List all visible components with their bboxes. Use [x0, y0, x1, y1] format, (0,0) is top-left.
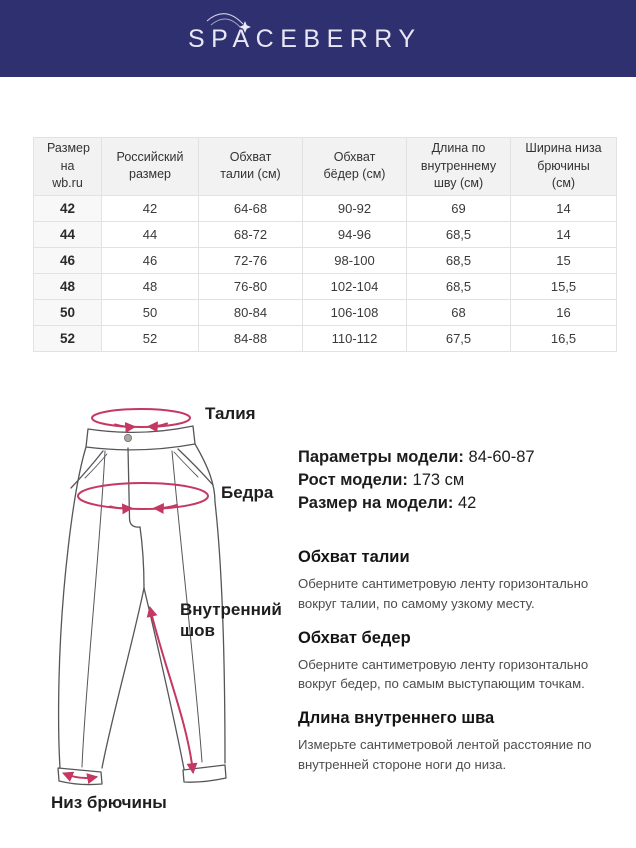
guide-text-waist: Оберните сантиметровую ленту горизонтально вокруг талии, по самому узкому месту.	[298, 576, 589, 611]
size-cell: 80-84	[199, 299, 303, 325]
column-header-hips: Обхват бёдер (см)	[303, 138, 407, 196]
size-cell: 68,5	[407, 247, 511, 273]
size-cell: 64-68	[199, 195, 303, 221]
hem-label: Низ брючины	[51, 793, 167, 812]
size-cell: 68,5	[407, 221, 511, 247]
size-row	[34, 299, 617, 325]
size-cell: 50	[102, 299, 199, 325]
column-header-inseam: Длина по внутреннему шву (см)	[407, 138, 511, 196]
model-size-label: Размер на модели:	[298, 494, 454, 512]
size-row	[34, 221, 617, 247]
model-parameters-value: 84-60-87	[468, 448, 535, 466]
measuring-guide	[298, 548, 616, 775]
guide-text-hips: Оберните сантиметровую ленту горизонтально вокруг бедер, по самым выступающим точкам.	[298, 656, 589, 692]
size-cell-wb: 50	[34, 299, 102, 325]
model-height-label: Рост модели:	[298, 471, 408, 489]
guide-section-hips	[298, 629, 616, 695]
size-cell: 69	[407, 195, 511, 221]
size-cell: 90-92	[303, 195, 407, 221]
size-cell-wb: 52	[34, 325, 102, 351]
waist-measure-ellipse	[92, 409, 190, 427]
size-cell: 14	[511, 195, 617, 221]
size-row	[34, 273, 617, 299]
guide-section-waist	[298, 548, 616, 614]
model-size-value: 42	[457, 494, 477, 512]
size-cell-wb: 46	[34, 247, 102, 273]
size-cell: 16,5	[511, 325, 617, 351]
size-row	[34, 195, 617, 221]
size-cell: 15,5	[511, 273, 617, 299]
column-header-hem-width: Ширина низа брючины (см)	[511, 138, 617, 196]
size-cell: 68-72	[199, 221, 303, 247]
guide-title-hips: Обхват бедер	[298, 628, 411, 647]
size-cell-wb: 48	[34, 273, 102, 299]
model-height-value: 173 см	[412, 471, 465, 489]
guide-section-inseam	[298, 709, 616, 775]
size-row	[34, 247, 617, 273]
size-cell: 68,5	[407, 273, 511, 299]
column-header-wb-size: Размер на wb.ru	[34, 138, 102, 196]
column-header-waist: Обхват талии (см)	[199, 138, 303, 196]
column-header-ru-size: Российский размер	[102, 138, 199, 196]
size-cell: 14	[511, 221, 617, 247]
size-cell: 15	[511, 247, 617, 273]
brand-logo: SPACEBERRY	[188, 25, 422, 53]
size-cell: 46	[102, 247, 199, 273]
model-parameters-label: Параметры модели:	[298, 448, 464, 466]
size-table-header-row	[34, 138, 617, 196]
model-height-line	[298, 469, 616, 492]
waist-label: Талия	[205, 404, 256, 423]
size-cell: 42	[102, 195, 199, 221]
brand-header-bar	[0, 0, 636, 77]
model-size-line	[298, 492, 616, 515]
size-cell-wb: 44	[34, 221, 102, 247]
size-cell: 72-76	[199, 247, 303, 273]
size-cell: 48	[102, 273, 199, 299]
size-cell: 68	[407, 299, 511, 325]
size-cell: 102-104	[303, 273, 407, 299]
size-cell: 84-88	[199, 325, 303, 351]
size-cell: 16	[511, 299, 617, 325]
size-cell: 76-80	[199, 273, 303, 299]
size-cell: 98-100	[303, 247, 407, 273]
guide-title-inseam: Длина внутреннего шва	[298, 709, 495, 728]
size-cell: 94-96	[303, 221, 407, 247]
size-row	[34, 325, 617, 351]
guide-text-inseam: Измерьте сантиметровой лентой расстояние по внутренней стороне ноги до низа.	[298, 737, 592, 772]
size-cell: 106-108	[303, 299, 407, 325]
hips-label: Бедра	[221, 483, 274, 502]
size-cell: 44	[102, 221, 199, 247]
size-cell: 110-112	[303, 325, 407, 351]
size-cell: 52	[102, 325, 199, 351]
guide-title-waist: Обхват талии	[298, 548, 410, 566]
size-table	[33, 137, 617, 352]
size-cell: 67,5	[407, 325, 511, 351]
size-cell-wb: 42	[34, 195, 102, 221]
measurement-info-column	[298, 446, 616, 790]
inseam-label: Внутренний шов	[180, 600, 282, 641]
model-parameters-line	[298, 446, 616, 469]
hip-measure-ellipse	[78, 483, 208, 509]
